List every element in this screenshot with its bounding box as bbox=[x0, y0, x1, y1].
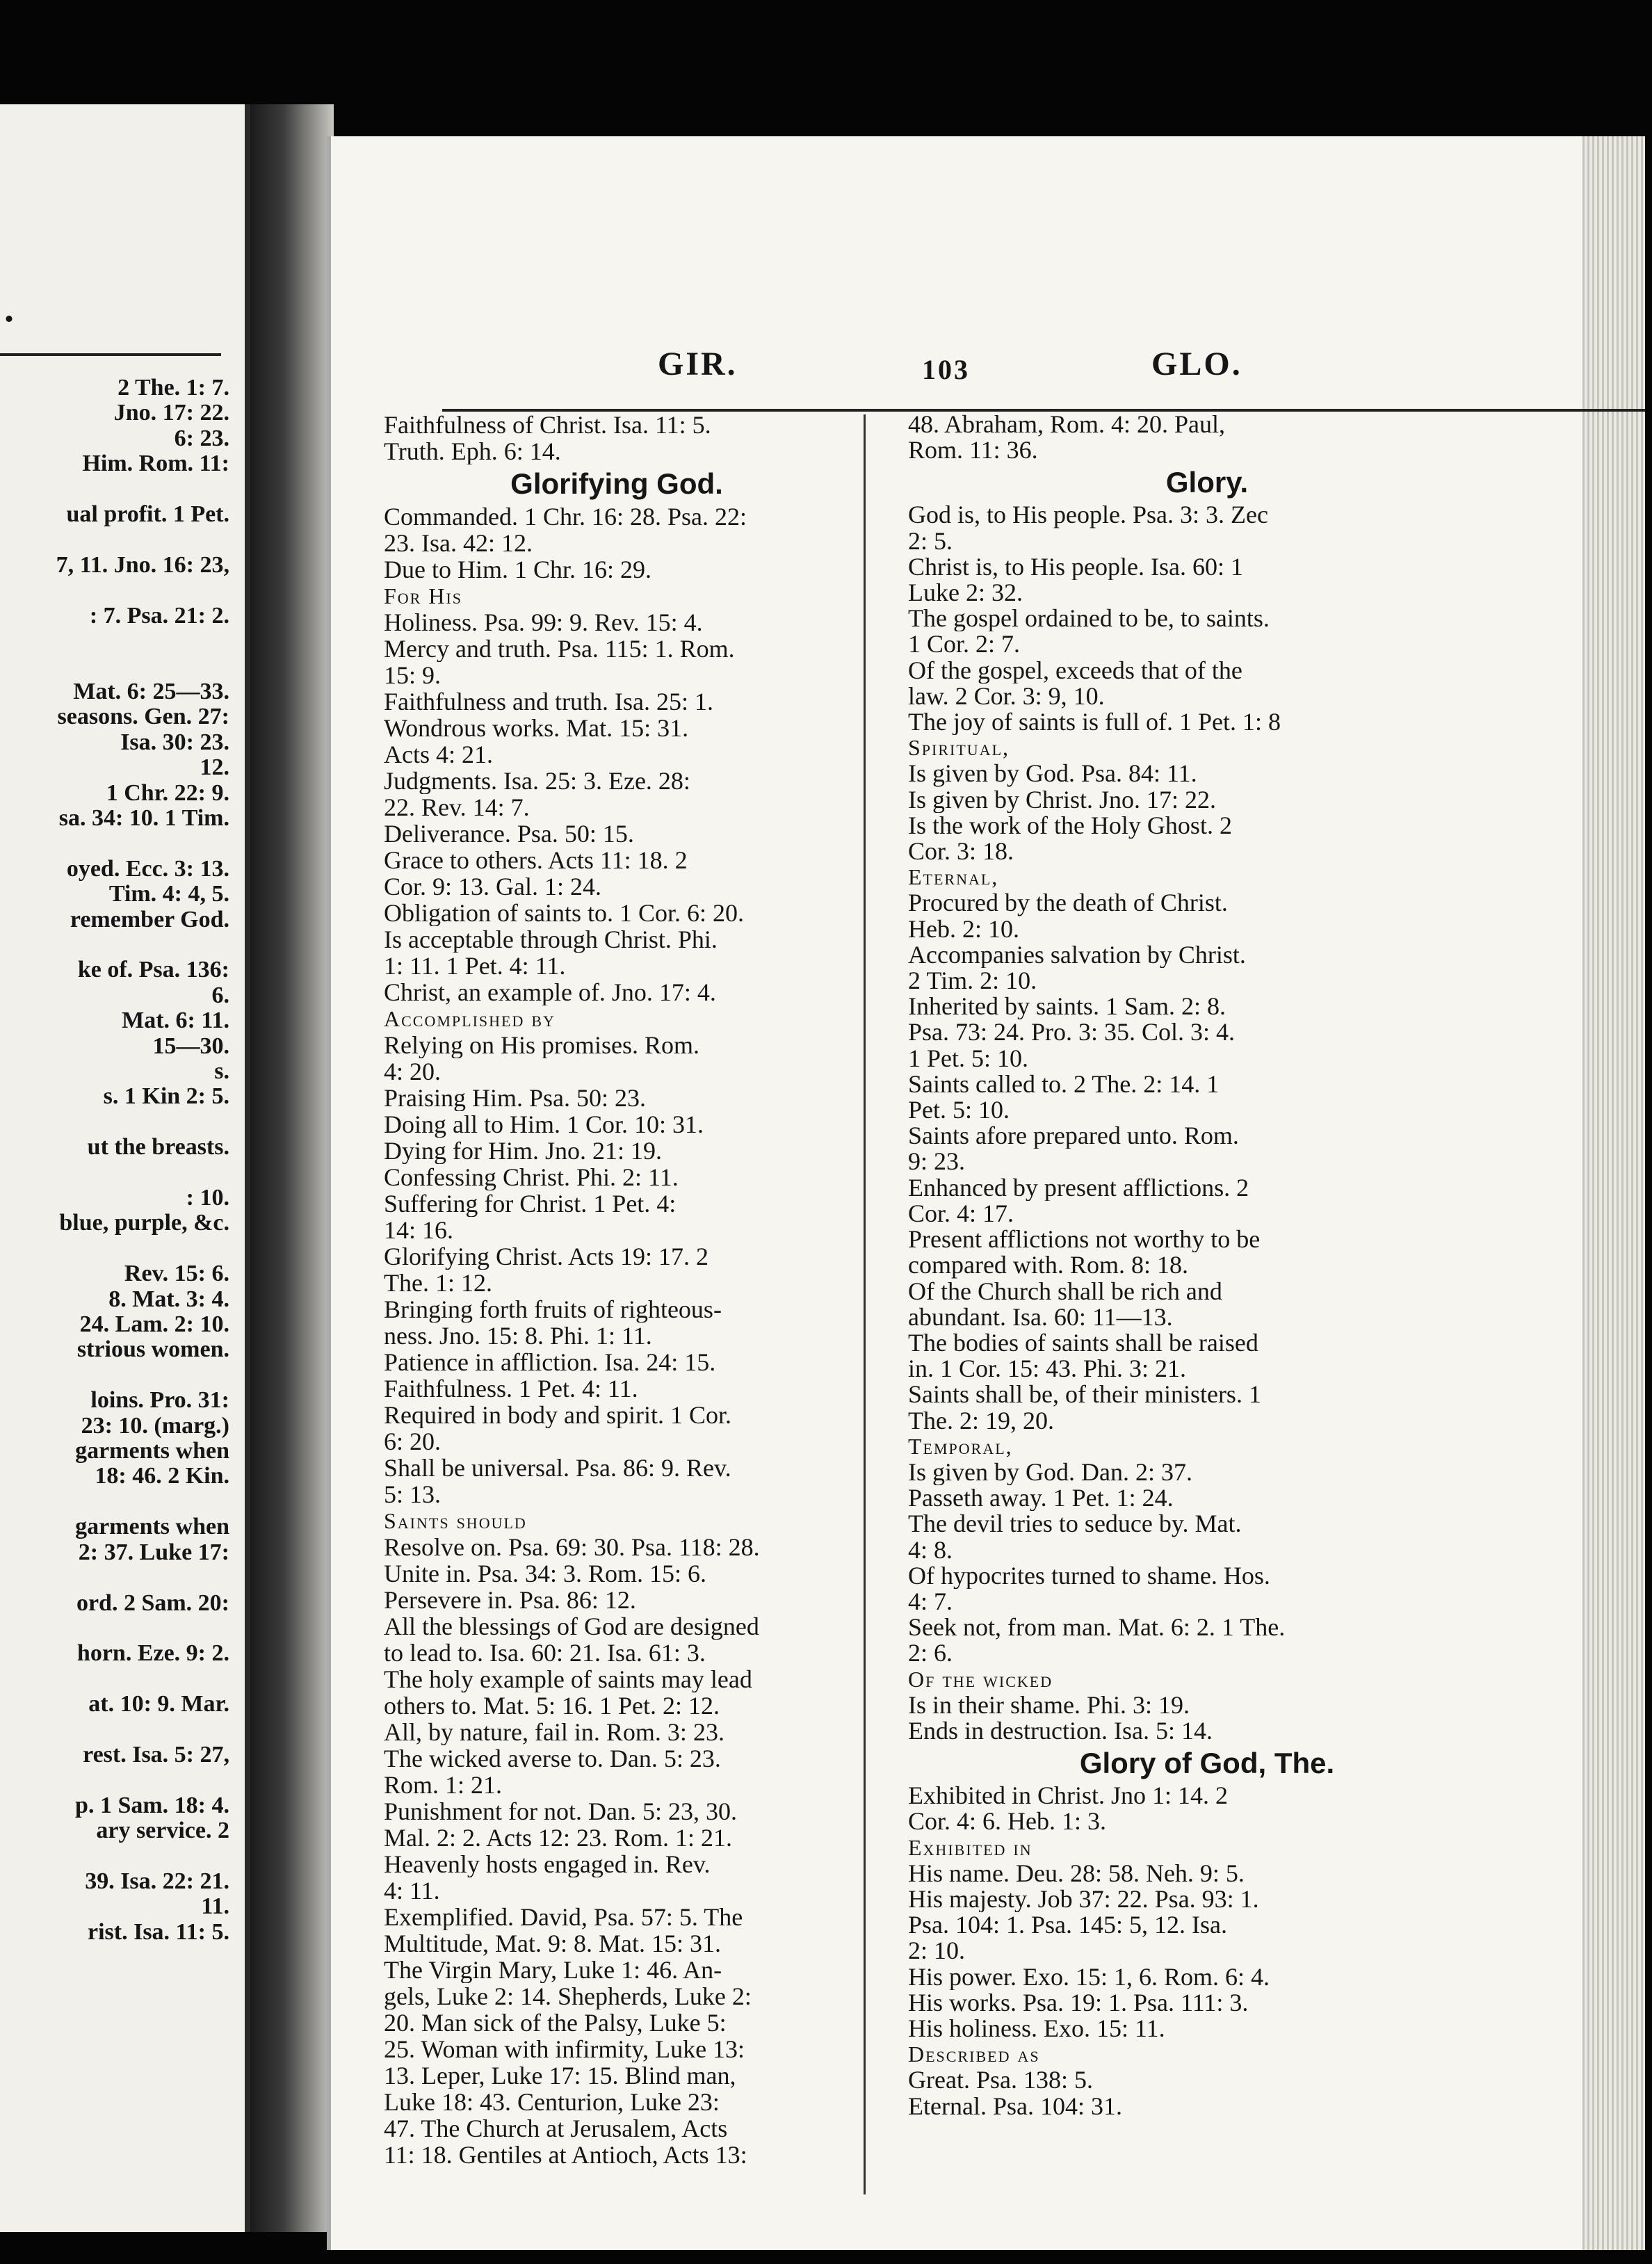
text-line: 22. Rev. 14: 7. bbox=[384, 794, 530, 820]
text-line: Unite in. Psa. 34: 3. Rom. 15: 6. bbox=[384, 1560, 707, 1587]
text-line: 39. Isa. 22: 21. bbox=[85, 1868, 229, 1894]
text-line: Is the work of the Holy Ghost. 2 bbox=[908, 812, 1232, 839]
text-line: ut the breasts. bbox=[87, 1135, 229, 1161]
text-line: 24. Lam. 2: 10. bbox=[79, 1312, 229, 1338]
text-line: Great. Psa. 138: 5. bbox=[908, 2067, 1093, 2094]
text-line: Holiness. Psa. 99: 9. Rev. 15: 4. bbox=[384, 609, 703, 636]
text-line bbox=[0, 1616, 229, 1641]
text-line: 2: 6. bbox=[908, 1640, 953, 1667]
text-line: God is, to His people. Psa. 3: 3. Zec bbox=[908, 502, 1268, 528]
text-line: to lead to. Isa. 60: 21. Isa. 61: 3. bbox=[384, 1640, 706, 1666]
text-line bbox=[0, 1236, 229, 1261]
text-line: remember God. bbox=[70, 907, 229, 932]
left-page-mark: . bbox=[4, 287, 14, 330]
text-line: 13. Leper, Luke 17: 15. Blind man, bbox=[384, 2062, 736, 2089]
text-line: Rev. 15: 6. bbox=[124, 1261, 229, 1287]
text-line: Punishment for not. Dan. 5: 23, 30. bbox=[384, 1798, 737, 1825]
text-line: Is given by Christ. Jno. 17: 22. bbox=[908, 786, 1217, 813]
text-line: 47. The Church at Jerusalem, Acts bbox=[384, 2115, 728, 2142]
text-line: His majesty. Job 37: 22. Psa. 93: 1. bbox=[908, 1886, 1259, 1913]
text-line: Heb. 2: 10. bbox=[908, 916, 1019, 942]
text-line: Ends in destruction. Isa. 5: 14. bbox=[908, 1717, 1213, 1745]
text-line: For His bbox=[384, 583, 463, 608]
right-column bbox=[908, 412, 1506, 2119]
text-line: Christ is, to His people. Isa. 60: 1 bbox=[908, 553, 1243, 581]
text-line: ual profit. 1 Pet. bbox=[66, 502, 229, 528]
text-line: rest. Isa. 5: 27, bbox=[83, 1742, 229, 1768]
text-line: 2: 10. bbox=[908, 1938, 966, 1964]
text-line: Faithfulness of Christ. Isa. 11: 5. bbox=[384, 412, 711, 438]
text-line: 6: 23. bbox=[174, 426, 229, 451]
text-line: Praising Him. Psa. 50: 23. bbox=[384, 1085, 647, 1111]
text-line: The devil tries to seduce by. Mat. bbox=[908, 1511, 1242, 1537]
text-line: Mat. 6: 11. bbox=[122, 1008, 229, 1034]
text-line: Grace to others. Acts 11: 18. 2 bbox=[384, 847, 688, 873]
text-line bbox=[0, 654, 229, 679]
text-line: Him. Rom. 11: bbox=[82, 451, 229, 477]
text-line: 5: 13. bbox=[384, 1481, 442, 1507]
text-line bbox=[0, 831, 229, 856]
text-line: Judgments. Isa. 25: 3. Eze. 28: bbox=[384, 768, 690, 794]
text-line: ness. Jno. 15: 8. Phi. 1: 11. bbox=[384, 1323, 652, 1349]
text-line: Commanded. 1 Chr. 16: 28. Psa. 22: bbox=[384, 503, 747, 530]
right-page bbox=[327, 136, 1645, 2250]
text-line: Of the Church shall be rich and bbox=[908, 1278, 1222, 1304]
text-line: 12. bbox=[200, 755, 229, 781]
text-line: Enhanced by present afflictions. 2 bbox=[908, 1174, 1249, 1201]
text-line: Psa. 104: 1. Psa. 145: 5, 12. Isa. bbox=[908, 1912, 1227, 1939]
text-line: Seek not, from man. Mat. 6: 2. 1 The. bbox=[908, 1615, 1286, 1641]
text-line: garments when bbox=[75, 1439, 229, 1464]
text-line: The gospel ordained to be, to saints. bbox=[908, 606, 1270, 632]
column-divider bbox=[864, 414, 866, 2194]
left-column bbox=[384, 412, 850, 2168]
text-line: 7, 11. Jno. 16: 23, bbox=[56, 552, 229, 578]
text-line: Cor. 4: 6. Heb. 1: 3. bbox=[908, 1809, 1106, 1835]
text-line: 4: 7. bbox=[908, 1588, 953, 1615]
text-line: : 7. Psa. 21: 2. bbox=[89, 603, 229, 629]
text-line: 20. Man sick of the Palsy, Luke 5: bbox=[384, 2010, 727, 2036]
text-line: 2: 5. bbox=[908, 528, 953, 554]
text-line: Wondrous works. Mat. 15: 31. bbox=[384, 715, 689, 741]
text-line: Glory. bbox=[1165, 466, 1249, 499]
text-line: Cor. 4: 17. bbox=[908, 1200, 1014, 1227]
text-line: 18: 46. 2 Kin. bbox=[95, 1464, 229, 1489]
text-line: seasons. Gen. 27: bbox=[57, 704, 229, 730]
text-line: 1: 11. 1 Pet. 4: 11. bbox=[384, 953, 566, 979]
text-line: Heavenly hosts engaged in. Rev. bbox=[384, 1851, 711, 1877]
text-line: Psa. 73: 24. Pro. 3: 35. Col. 3: 4. bbox=[908, 1019, 1236, 1046]
text-line: Inherited by saints. 1 Sam. 2: 8. bbox=[908, 994, 1226, 1020]
text-line: 15—30. bbox=[152, 1033, 229, 1059]
text-line: Glorifying Christ. Acts 19: 17. 2 bbox=[384, 1243, 708, 1270]
text-line bbox=[0, 1667, 229, 1692]
text-line: Patience in affliction. Isa. 24: 15. bbox=[384, 1349, 716, 1375]
text-line: Luke 2: 32. bbox=[908, 580, 1023, 606]
text-line bbox=[0, 1844, 229, 1869]
book-spine bbox=[250, 104, 334, 2232]
text-line bbox=[0, 1161, 229, 1186]
text-line: ke of. Psa. 136: bbox=[77, 957, 229, 983]
text-line bbox=[0, 1363, 229, 1388]
text-line: Saints shall be, of their ministers. 1 bbox=[908, 1382, 1261, 1408]
text-line: 14: 16. bbox=[384, 1217, 454, 1243]
text-line: His works. Psa. 19: 1. Psa. 111: 3. bbox=[908, 1989, 1249, 2016]
text-line: sa. 34: 10. 1 Tim. bbox=[58, 805, 229, 831]
text-line: His power. Exo. 15: 1, 6. Rom. 6: 4. bbox=[908, 1964, 1270, 1990]
text-line: 11. bbox=[201, 1894, 229, 1920]
text-line: The. 2: 19, 20. bbox=[908, 1407, 1054, 1434]
text-line: 4: 8. bbox=[908, 1537, 953, 1563]
text-line: Mat. 6: 25—33. bbox=[73, 679, 229, 704]
text-line: Eternal, bbox=[908, 864, 999, 890]
text-line: Christ, an example of. Jno. 17: 4. bbox=[384, 979, 716, 1005]
text-line: 25. Woman with infirmity, Luke 13: bbox=[384, 2036, 745, 2062]
text-line: The joy of saints is full of. 1 Pet. 1: 8 bbox=[908, 709, 1281, 736]
text-line: 15: 9. bbox=[384, 662, 442, 688]
text-line: compared with. Rom. 8: 18. bbox=[908, 1252, 1188, 1279]
text-line: Saints afore prepared unto. Rom. bbox=[908, 1123, 1239, 1149]
text-line: Is given by God. Psa. 84: 11. bbox=[908, 761, 1197, 787]
text-line: s. bbox=[214, 1058, 229, 1084]
text-line: Doing all to Him. 1 Cor. 10: 31. bbox=[384, 1111, 704, 1138]
text-line: 2: 37. Luke 17: bbox=[78, 1539, 229, 1565]
text-line: All, by nature, fail in. Rom. 3: 23. bbox=[384, 1719, 724, 1745]
text-line: Of hypocrites turned to shame. Hos. bbox=[908, 1562, 1270, 1589]
text-line: Exemplified. David, Psa. 57: 5. The bbox=[384, 1904, 743, 1930]
text-line: Acts 4: 21. bbox=[384, 741, 493, 768]
text-line: strious women. bbox=[76, 1337, 229, 1363]
text-line: Bringing forth fruits of righteous- bbox=[384, 1296, 722, 1323]
text-line: Cor. 9: 13. Gal. 1: 24. bbox=[384, 873, 601, 900]
text-line: Persevere in. Psa. 86: 12. bbox=[384, 1587, 636, 1613]
header-right-word: GLO. bbox=[1151, 346, 1242, 382]
text-line: Present afflictions not worthy to be bbox=[908, 1227, 1261, 1253]
text-line: loins. Pro. 31: bbox=[90, 1388, 229, 1414]
text-line: Saints should bbox=[384, 1508, 527, 1533]
text-line: Glorifying God. bbox=[510, 467, 723, 500]
text-line: abundant. Isa. 60: 11—13. bbox=[908, 1304, 1173, 1330]
text-line: 2 The. 1: 7. bbox=[118, 375, 229, 401]
text-line: Exhibited in bbox=[908, 1834, 1032, 1860]
text-line: blue, purple, &c. bbox=[59, 1211, 229, 1236]
text-line: s. 1 Kin 2: 5. bbox=[103, 1084, 229, 1110]
text-line: Of the wicked bbox=[908, 1666, 1053, 1692]
text-line: Truth. Eph. 6: 14. bbox=[384, 438, 561, 464]
text-line: 48. Abraham, Rom. 4: 20. Paul, bbox=[908, 412, 1225, 438]
left-page-header-rule bbox=[0, 353, 221, 356]
text-line: Due to Him. 1 Chr. 16: 29. bbox=[384, 556, 651, 583]
text-line: Pet. 5: 10. bbox=[908, 1097, 1010, 1124]
text-line: Procured by the death of Christ. bbox=[908, 890, 1228, 916]
text-line: : 10. bbox=[186, 1186, 229, 1211]
text-line: 23. Isa. 42: 12. bbox=[384, 530, 533, 556]
text-line: in. 1 Cor. 15: 43. Phi. 3: 21. bbox=[908, 1356, 1187, 1382]
text-line bbox=[0, 629, 229, 654]
left-page bbox=[0, 104, 250, 2232]
text-line: Luke 18: 43. Centurion, Luke 23: bbox=[384, 2089, 720, 2115]
text-line: Passeth away. 1 Pet. 1: 24. bbox=[908, 1485, 1174, 1512]
text-line: His holiness. Exo. 15: 11. bbox=[908, 2015, 1165, 2042]
text-line bbox=[0, 932, 229, 957]
text-line: 4: 11. bbox=[384, 1877, 440, 1904]
text-line: Required in body and spirit. 1 Cor. bbox=[384, 1402, 731, 1428]
text-line: Is in their shame. Phi. 3: 19. bbox=[908, 1692, 1190, 1718]
text-line: 6: 20. bbox=[384, 1428, 442, 1455]
text-line: The wicked averse to. Dan. 5: 23. bbox=[384, 1745, 721, 1772]
text-line: gels, Luke 2: 14. Shepherds, Luke 2: bbox=[384, 1983, 752, 2010]
text-line: Is given by God. Dan. 2: 37. bbox=[908, 1459, 1192, 1486]
text-line bbox=[0, 578, 229, 603]
text-line bbox=[0, 1110, 229, 1135]
text-line: Spiritual, bbox=[908, 735, 1010, 761]
text-line: The holy example of saints may lead bbox=[384, 1666, 752, 1692]
text-line: Cor. 3: 18. bbox=[908, 839, 1014, 865]
text-line: The Virgin Mary, Luke 1: 46. An- bbox=[384, 1957, 722, 1983]
text-line: Relying on His promises. Rom. bbox=[384, 1032, 700, 1058]
page-number: 103 bbox=[922, 354, 970, 385]
text-line: Obligation of saints to. 1 Cor. 6: 20. bbox=[384, 900, 744, 926]
text-line: 4: 20. bbox=[384, 1058, 442, 1085]
text-line bbox=[0, 1768, 229, 1793]
page-edges bbox=[1582, 136, 1645, 2250]
text-line: p. 1 Sam. 18: 4. bbox=[75, 1793, 229, 1818]
text-line: The. 1: 12. bbox=[384, 1270, 492, 1296]
text-line: Faithfulness. 1 Pet. 4: 11. bbox=[384, 1375, 638, 1402]
text-line: law. 2 Cor. 3: 9, 10. bbox=[908, 683, 1105, 710]
text-line: Dying for Him. Jno. 21: 19. bbox=[384, 1138, 662, 1164]
text-line: Described as bbox=[908, 2041, 1040, 2067]
text-line: Tim. 4: 4, 5. bbox=[108, 882, 229, 907]
text-line: ary service. 2 bbox=[96, 1818, 229, 1844]
text-line: Deliverance. Psa. 50: 15. bbox=[384, 820, 634, 847]
text-line bbox=[0, 527, 229, 552]
text-line: horn. Eze. 9: 2. bbox=[76, 1641, 229, 1667]
text-line: 1 Pet. 5: 10. bbox=[908, 1045, 1029, 1072]
text-line: 23: 10. (marg.) bbox=[81, 1413, 229, 1439]
text-line: Saints called to. 2 The. 2: 14. 1 bbox=[908, 1071, 1220, 1098]
text-line: Multitude, Mat. 9: 8. Mat. 15: 31. bbox=[384, 1930, 721, 1957]
text-line: Temporal, bbox=[908, 1433, 1013, 1459]
text-line: Accompanies salvation by Christ. bbox=[908, 941, 1246, 969]
text-line: Mal. 2: 2. Acts 12: 23. Rom. 1: 21. bbox=[384, 1825, 733, 1851]
text-line: Is acceptable through Christ. Phi. bbox=[384, 926, 718, 953]
text-line: The bodies of saints shall be raised bbox=[908, 1329, 1258, 1357]
text-line: 8. Mat. 3: 4. bbox=[108, 1286, 229, 1312]
text-line: 2 Tim. 2: 10. bbox=[908, 968, 1037, 994]
text-line: 1 Chr. 22: 9. bbox=[106, 780, 229, 806]
text-line: 11: 18. Gentiles at Antioch, Acts 13: bbox=[384, 2142, 747, 2168]
text-line: All the blessings of God are designed bbox=[384, 1613, 759, 1640]
text-line: ord. 2 Sam. 20: bbox=[76, 1590, 229, 1616]
text-line: rist. Isa. 11: 5. bbox=[88, 1919, 229, 1945]
text-line: Rom. 11: 36. bbox=[908, 437, 1038, 464]
text-line: Accomplished by bbox=[384, 1006, 556, 1031]
text-line bbox=[0, 477, 229, 502]
text-line: Exhibited in Christ. Jno 1: 14. 2 bbox=[908, 1783, 1229, 1809]
text-line: 9: 23. bbox=[908, 1149, 966, 1175]
text-line: Isa. 30: 23. bbox=[120, 729, 229, 755]
text-line: Faithfulness and truth. Isa. 25: 1. bbox=[384, 688, 713, 715]
left-page-lines bbox=[0, 375, 229, 1945]
text-line: Glory of God, The. bbox=[1079, 1747, 1335, 1780]
text-line: at. 10: 9. Mar. bbox=[88, 1692, 229, 1717]
text-line bbox=[0, 1565, 229, 1590]
text-line: garments when bbox=[75, 1514, 229, 1540]
text-line: others to. Mat. 5: 16. 1 Pet. 2: 12. bbox=[384, 1692, 720, 1719]
text-line: Of the gospel, exceeds that of the bbox=[908, 657, 1242, 684]
text-line: Resolve on. Psa. 69: 30. Psa. 118: 28. bbox=[384, 1534, 760, 1560]
text-line: Mercy and truth. Psa. 115: 1. Rom. bbox=[384, 636, 735, 662]
text-line bbox=[0, 1489, 229, 1514]
text-line: Confessing Christ. Phi. 2: 11. bbox=[384, 1164, 679, 1190]
text-line: 1 Cor. 2: 7. bbox=[908, 631, 1021, 658]
text-line bbox=[0, 1717, 229, 1743]
text-line: 6. bbox=[211, 983, 229, 1008]
text-line: Rom. 1: 21. bbox=[384, 1772, 503, 1798]
text-line: Eternal. Psa. 104: 31. bbox=[908, 2093, 1122, 2119]
text-line: Suffering for Christ. 1 Pet. 4: bbox=[384, 1190, 677, 1217]
text-line: Shall be universal. Psa. 86: 9. Rev. bbox=[384, 1455, 731, 1481]
header-left-word: GIR. bbox=[658, 346, 738, 382]
text-line: His name. Deu. 28: 58. Neh. 9: 5. bbox=[908, 1860, 1245, 1886]
text-line: Jno. 17: 22. bbox=[113, 401, 229, 426]
text-line: oyed. Ecc. 3: 13. bbox=[66, 856, 229, 882]
